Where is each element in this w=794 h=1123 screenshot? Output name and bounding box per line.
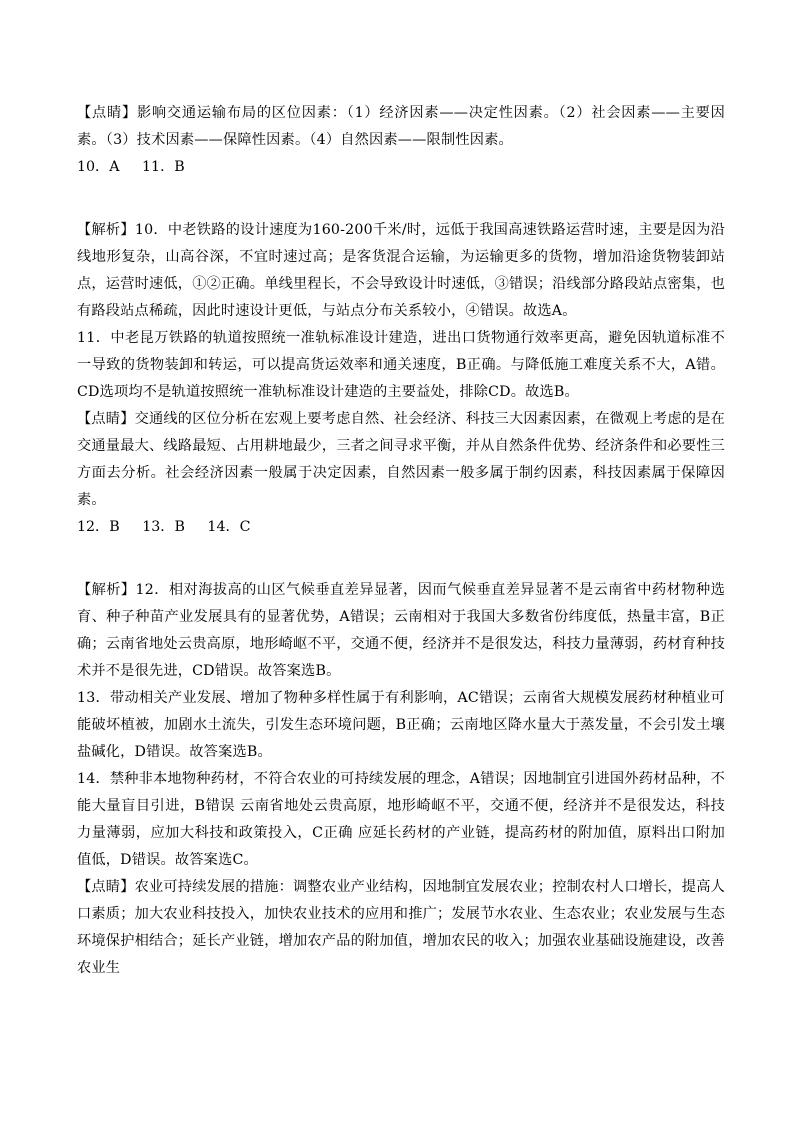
section-gap [77, 181, 725, 217]
remark-1: 【点睛】影响交通运输布局的区位因素：（1）经济因素——决定性因素。（2）社会因素——主要因素。（3）技术因素——保障性因素。（4）自然因素——限制性因素。 [77, 105, 725, 148]
analysis-12: 【解析】12．相对海拔高的山区气候垂直差异显著，因而气候垂直差异显著不是云南省中药材物种选育、种子种苗产业发展具有的显著优势，A错误；云南相对于我国大多数省份纬度低，热量丰富，B正确；云南省地处云贵高原，地形崎岖不平，交通不便，经济并不是很发达，科技力量薄弱，药材育种技术并不是很先进，CD错误。故答案选B。 [77, 582, 725, 679]
answers-12-14: 12．B 13．B 14．C [77, 519, 251, 535]
analysis-10: 【解析】10．中老铁路的设计速度为160-200千米/时，远低于我国高速铁路运营时速，主要是因为沿线地形复杂，山高谷深，不宜时速过高；是客货混合运输，为运输更多的货物，增加沿途货物装卸站点，运营时速低，①②正确。单线里程长，不会导致设计时速低，③错误；沿线部分路段站点密集，也有路段站点稀疏，因此时速设计更低，与站点分布关系较小，④错误。故选A。 [77, 222, 725, 319]
analysis-13: 13．带动相关产业发展、增加了物种多样性属于有利影响，AC错误；云南省大规模发展药材种植业可能破坏植被，加剧水土流失，引发生态环境问题，B正确；云南地区降水量大于蒸发量，不会引发土壤盐碱化，D错误。故答案选B。 [77, 690, 725, 760]
answers-10-11: 10．A 11．B [77, 159, 185, 175]
remark-3: 【点睛】农业可持续发展的措施：调整农业产业结构，因地制宜发展农业；控制农村人口增长，提高人口素质；加大农业科技投入，加快农业技术的应用和推广；发展节水农业、生态农业；农业发展与生态环境保护相结合；延长产业链，增加农产品的附加值，增加农民的收入；加强农业基础设施建设，改善农业生 [77, 879, 725, 976]
analysis-11: 11．中老昆万铁路的轨道按照统一准轨标准设计建造，进出口货物通行效率更高，避免因轨道标准不一导致的货物装卸和转运，可以提高货运效率和通关速度，B正确。与降低施工难度关系不大，A错。CD选项均不是轨道按照统一准轨标准设计建造的主要益处，排除CD。故选B。 [77, 330, 725, 400]
section-gap [77, 541, 725, 577]
analysis-14: 14．禁种非本地物种药材，不符合农业的可持续发展的理念，A错误；因地制宜引进国外药材品种，不能大量盲目引进，B错误 云南省地处云贵高原，地形崎岖不平，交通不便，经济并不是很发达，科技力量薄弱，应加大科技和政策投入，C正确 应延长药材的产业链，提高药材的附加值，原料出口附加值低，D错误。故答案选C。 [77, 771, 725, 868]
document-content [77, 100, 725, 982]
remark-2: 【点睛】交通线的区位分析在宏观上要考虑自然、社会经济、科技三大因素因素，在微观上考虑的是在交通量最大、线路最短、占用耕地最少，三者之间寻求平衡，并从自然条件优势、经济条件和必要性三方面去分析。社会经济因素一般属于决定因素，自然因素一般多属于制约因素，科技因素属于保障因素。 [77, 411, 725, 508]
